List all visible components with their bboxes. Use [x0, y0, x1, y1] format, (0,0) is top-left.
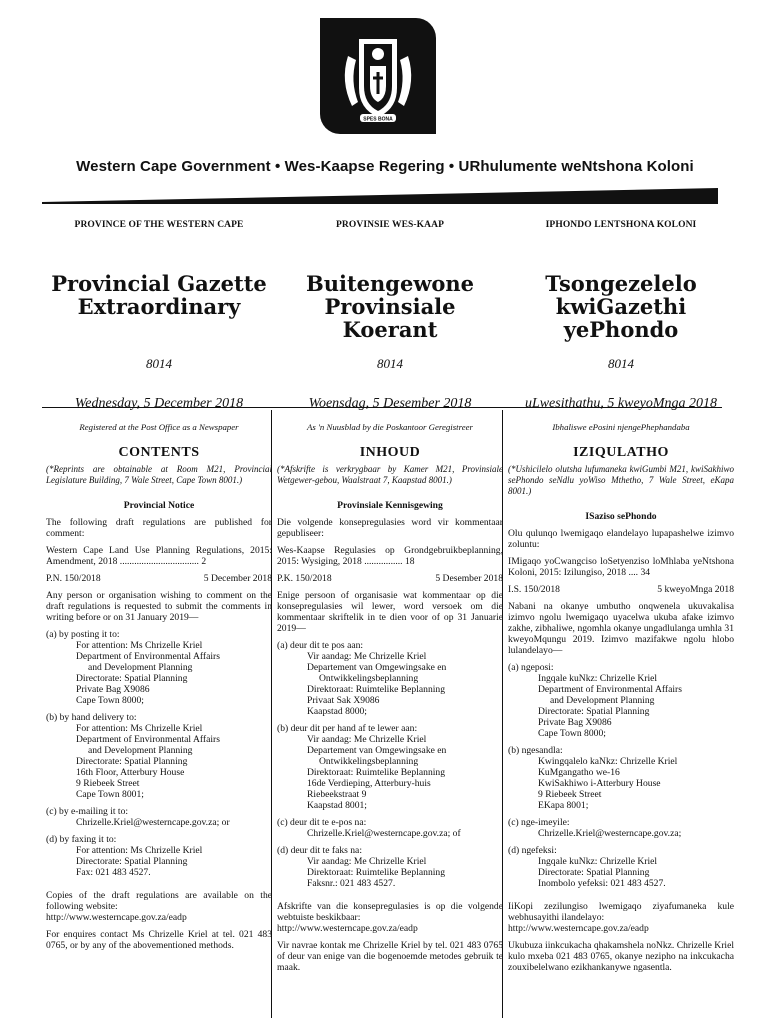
body-column-english [46, 422, 272, 951]
submission-option: (c) nge-imeyile: Chrizelle.Kriel@westerncape.gov.za; [508, 817, 682, 839]
submission-option: (a) by posting it to: For attention: Ms Chrizelle Kriel Department of Environmental Affairs and Development Planning Directorate: Spatial Planning Private Bag X9086 Cape Town 8000; [46, 629, 220, 706]
enquiries-text: For enquires contact Ms Chrizelle Kriel at tel. 021 483 0765, or by any of the abovementioned methods. [46, 929, 272, 951]
svg-text:SPES BONA: SPES BONA [363, 116, 393, 123]
submission-option: (b) ngesandla: Kwingqalelo kaNkz: Chrizelle Kriel KuMgangatho we-16 KwiSakhiwo i-Atterbury House 9 Riebeek Street EKapa 8001; [508, 745, 678, 811]
body-text: Any person or organisation wishing to comment on the draft regulations is requested to submit the comments in writing before or on 31 January 2019— [46, 590, 272, 623]
notice-heading: Provincial Notice [123, 500, 195, 511]
reprints-note: (*Afskrifte is verkrygbaar by Kamer M21, Provinsiale Wetgewer-gebou, Waalstraat 7, Kaapstad 8001.) [277, 464, 503, 485]
registration-note: Registered at the Post Office as a Newspaper [79, 422, 239, 432]
header-wedge-bar [42, 186, 718, 204]
website-link[interactable]: http://www.westerncape.gov.za/eadp [46, 912, 187, 923]
notice-number-row: P.N. 150/2018 5 December 2018 [46, 573, 272, 584]
body-text: Enige persoon of organisasie wat kommentaar op die konsepregulasies wil lewer, word versoek om die kommentaar skriftelik in te dien voor of op 31 Januarie 2019— [277, 590, 503, 634]
contents-heading: IZIQULATHO [573, 445, 669, 460]
province-name: IPHONDO LENTSHONA KOLONI [545, 220, 697, 230]
website-link[interactable]: http://www.westerncape.gov.za/eadp [508, 923, 649, 934]
gazette-date: Woensdag, 5 Desember 2018 [308, 396, 472, 411]
gazette-number: 8014 [377, 356, 403, 371]
gazette-date: uLwesithathu, 5 kweyoMnga 2018 [524, 396, 718, 411]
province-name: PROVINCE OF THE WESTERN CAPE [74, 220, 244, 230]
website-link[interactable]: http://www.westerncape.gov.za/eadp [277, 923, 418, 934]
contents-entry: Wes-Kaapse Regulasies op Grondgebruikbeplanning, 2015: Wysiging, 2018 ................ 18 [277, 545, 503, 567]
copies-text: Afskrifte van die konsepregulasies is op die volgende webtuiste beskikbaar: [277, 901, 503, 923]
title-column-afrikaans [277, 220, 503, 412]
enquiries-text: Vir navrae kontak me Chrizelle Kriel by tel. 021 483 0765 of deur van enige van die bogenoemde metodes gebruik te maak. [277, 940, 503, 973]
notice-heading: Provinsiale Kennisgewing [337, 500, 443, 511]
enquiries-text: Ukubuza iinkcukacha qhakamshela noNkz. Chrizelle Kriel kulo mxeba 021 483 0765, okanye nezipho na inkcukacha zouxibelelwano ezikhankanywe ngasentla. [508, 940, 734, 973]
gazette-number: 8014 [146, 356, 172, 371]
copies-text: IiKopi zezilungiso lwemigaqo ziyafumaneka kule webhusayithi ilandelayo: [508, 901, 734, 923]
intro-text: The following draft regulations are published for comment: [46, 517, 272, 539]
submission-option: (c) by e-mailing it to: Chrizelle.Kriel@westerncape.gov.za; or [46, 806, 230, 828]
submission-option: (a) ngeposi: Ingqale kuNkz: Chrizelle Kriel Department of Environmental Affairs and Development Planning Directorate: Spatial Planning Private Bag X9086 Cape Town 8000; [508, 662, 682, 739]
gazette-title: Provincial Gazette Extraordinary [51, 271, 267, 319]
government-line: Western Cape Government • Wes-Kaapse Regering • URhulumente weNtshona Koloni [76, 158, 694, 175]
reprints-note: (*Ushicilelo olutsha lufumaneka kwiGumbi M21, kwiSakhiwo sePhondo seNdlu yoWiso Mthetho, 7 Wale Street, eKapa 8001.) [508, 464, 734, 496]
submission-option: (c) deur dit te e-pos na: Chrizelle.Kriel@westerncape.gov.za; of [277, 817, 461, 839]
crest-icon [330, 26, 426, 128]
reprints-note: (*Reprints are obtainable at Room M21, Provincial Legislature Building, 7 Wale Street, Cape Town 8001.) [46, 464, 272, 485]
registration-note: As 'n Nuusblad by die Poskantoor Geregistreer [307, 422, 473, 432]
gazette-date: Wednesday, 5 December 2018 [74, 396, 244, 411]
submission-option: (d) deur dit te faks na: Vir aandag: Me Chrizelle Kriel Direktoraat: Ruimtelike Beplanning Faksnr.: 021 483 4527. [277, 845, 446, 889]
submission-option: (b) deur dit per hand af te lewer aan: Vir aandag: Me Chrizelle Kriel Departement van Omgewingsake en Ontwikkelingsbeplanning Direktoraat: Ruimtelike Beplanning 16de Verdieping, Atterbury-huis Riebeekstraat 9 Kaapstad 8001; [277, 723, 447, 811]
registration-note: Ibhaliswe ePosini njengePhephandaba [552, 422, 690, 432]
contents-entry: IMigaqo yoCwangciso loSetyenziso loMhlaba yeNtshona Koloni, 2015: Izilungiso, 2018 .... 34 [508, 556, 734, 578]
body-column-afrikaans [277, 422, 503, 973]
contents-entry: Western Cape Land Use Planning Regulations, 2015: Amendment, 2018 ................................. 2 [46, 545, 272, 567]
horizontal-rule [42, 407, 722, 408]
title-column-english [46, 220, 272, 412]
body-column-xhosa [508, 422, 734, 973]
notice-number-row: I.S. 150/2018 5 kweyoMnga 2018 [508, 584, 734, 595]
submission-option: (d) by faxing it to: For attention: Ms Chrizelle Kriel Directorate: Spatial Planning Fax: 021 483 4527. [46, 834, 203, 878]
contents-heading: INHOUD [359, 445, 421, 460]
gazette-number: 8014 [608, 356, 634, 371]
body-text: Nabani na okanye umbutho onqwenela ukuvakalisa izimvo ngolu lwemigaqo uyacelwa ukuba afake izimvo zakhe, zibhaliwe, ngomhla okanye ungadlulanga umhla 31 kweyoMqungu 2019. Izimvo mazifakwe ngolu hlobo lulandelayo— [508, 601, 734, 656]
notice-heading: ISaziso sePhondo [585, 511, 657, 522]
contents-heading: CONTENTS [118, 445, 200, 460]
intro-text: Die volgende konsepregulasies word vir kommentaar gepubliseer: [277, 517, 503, 539]
gazette-title: Tsongezelelo kwiGazethi yePhondo [545, 271, 697, 342]
province-name: PROVINSIE WES-KAAP [336, 220, 444, 230]
submission-option: (b) by hand delivery to: For attention: Ms Chrizelle Kriel Department of Environmental Affairs and Development Planning Directorate: Spatial Planning 16th Floor, Atterbury House 9 Riebeek Street Cape Town 8001; [46, 712, 220, 800]
submission-option: (a) deur dit te pos aan: Vir aandag: Me Chrizelle Kriel Departement van Omgewingsake en Ontwikkelingsbeplanning Direktoraat: Ruimtelike Beplanning Privaat Sak X9086 Kaapstad 8000; [277, 640, 447, 717]
gazette-title: Buitengewone Provinsiale Koerant [305, 271, 475, 342]
notice-number-row: P.K. 150/2018 5 Desember 2018 [277, 573, 503, 584]
title-column-xhosa [508, 220, 734, 412]
submission-option: (d) ngefeksi: Ingqale kuNkz: Chrizelle Kriel Directorate: Spatial Planning Inombolo yefeksi: 021 483 4527. [508, 845, 666, 889]
intro-text: Olu qulunqo lwemigaqo elandelayo lupapashelwe izimvo zoluntu: [508, 528, 734, 550]
copies-text: Copies of the draft regulations are available on the following website: [46, 890, 272, 912]
